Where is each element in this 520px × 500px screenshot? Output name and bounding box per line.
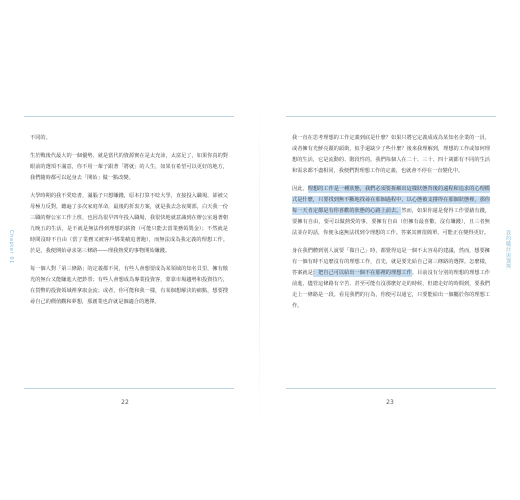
- right-page-number: 23: [386, 399, 394, 406]
- paragraph-text: 因此，: [292, 186, 308, 192]
- right-paragraph-3: [292, 246, 490, 312]
- left-bottom-rule: [24, 388, 234, 389]
- right-top-rule: [286, 116, 496, 117]
- right-page: [260, 0, 520, 500]
- left-page-number: 22: [121, 399, 129, 406]
- left-page-text: [30, 133, 228, 315]
- section-side-label: 我的職涯與選擇: [505, 230, 511, 270]
- left-top-rule: [24, 116, 234, 117]
- right-bottom-rule: [286, 388, 496, 389]
- right-paragraph-2: [292, 184, 490, 239]
- paragraph-text: 然而，如果你還是覺得工作要藉有錢，要擁有自由，要可以做熱愛的事，要擁有自由（但擁有最喜歡、沒有賺錢），且三者無法並存的話，你便永遠無法找到令理想的工作。答案其實很簡單，可能正在變得更好。: [292, 208, 490, 236]
- highlighted-passage[interactable]: 理想的工作是一種狀態，我們必須要拆解出這樣狀態背後的遠程和追求的心理模式是什麼，只要找到無不斷地找尋在那個過程中，以心態被支撐得在那個狀態裡，那你每一天肯定都是有你喜歡的狀態的心路上前去。: [292, 186, 490, 214]
- left-paragraph-4: 每一個人對「第三條路」的定義都不同，有些人會想要成為某領域的知名貝里，擁有傲光的無台又能賺進大把鈔票；有些人會想成為專業投資客，蒙靠市場趨勢和投資技巧，在貨幣的投資領域裡拿取金流；或者，你可能和我一樣，有某個想解決的痛點，想要搜尋自己的價值觀和夢想，那創業也許就是個適合的選擇。: [30, 266, 228, 305]
- chapter-side-label: Chapter 01: [8, 230, 14, 264]
- left-paragraph-3: 大學時期的我不愛唸書，滿腦子只想賺錢，原本打算不唸大學，直接投入職場，卻被父母極力反對，聽遍了多次家庭革命，最後的折衷方案，就是我去念夜間部，白天我一份三職的辦公室工作上班，也因為很早四年投入職場，我很快地就意識到在辦公室過著朝九晚五的生活，是不就是無法得到理想的薪資（可能只能去當業務領獎金）；不然就是時間沒時不自由（當了業務又被客戶綁業績追著跑），而無法成為我定義的理想工作。於是，我便開始尋求第三條路——理我熱愛的事物開始賺錢。: [30, 193, 228, 254]
- paragraph-text: 身在我們體到別人說要「做自己」時，都覺得這是一個不太容易的建議，然而，想要擁有一個有時不這麼沒有的理想工作，首先，就是要先給自己第三條路的選擇。怎麼樣，答案就是: [292, 248, 490, 276]
- highlighted-passage[interactable]: ：把自己可以給出一個不在那裡的理想工作: [312, 270, 412, 276]
- right-page-text: [292, 133, 490, 319]
- right-paragraph-1: [292, 133, 490, 177]
- paragraph-text: 我一直在思考理想的工作定義到底是什麼？如果只將它定義成成為某知名企業的一員，或者擁有光鮮亮麗的頭銜，似乎還缺少了些什麼？後來我理解到，理想的工作或如何理想的生活，它是流動的、階段性的，我們每個人在二十、三十、四十歲都有不同的生活和需求都不盡相同，我便們對理想工作的定義，也就會不停在一直變化中。: [292, 135, 490, 174]
- left-paragraph-1: 不同的。: [30, 135, 51, 141]
- paragraph-text: 。目前沒有分別的理想的理想工作前進，儘管這條路有辛苦、甚至可能有沒那麼好走的時候，但總走好的時間到，要我們走上一條路是一段。看見我們的行為，你便可以通它，只要能給出一個屬於你的理想工作。: [292, 270, 490, 309]
- left-paragraph-2: 生於戰後代最大的一個優勢，就是當代的資源實在是太充沛，太富足了，如果你真的對眼前的選項不滿意，你不用一輩子跟著「將就」的人生，如果有希望可以更好的地方，我們隨時都可以起身去「開始」做一點改變。: [30, 153, 228, 181]
